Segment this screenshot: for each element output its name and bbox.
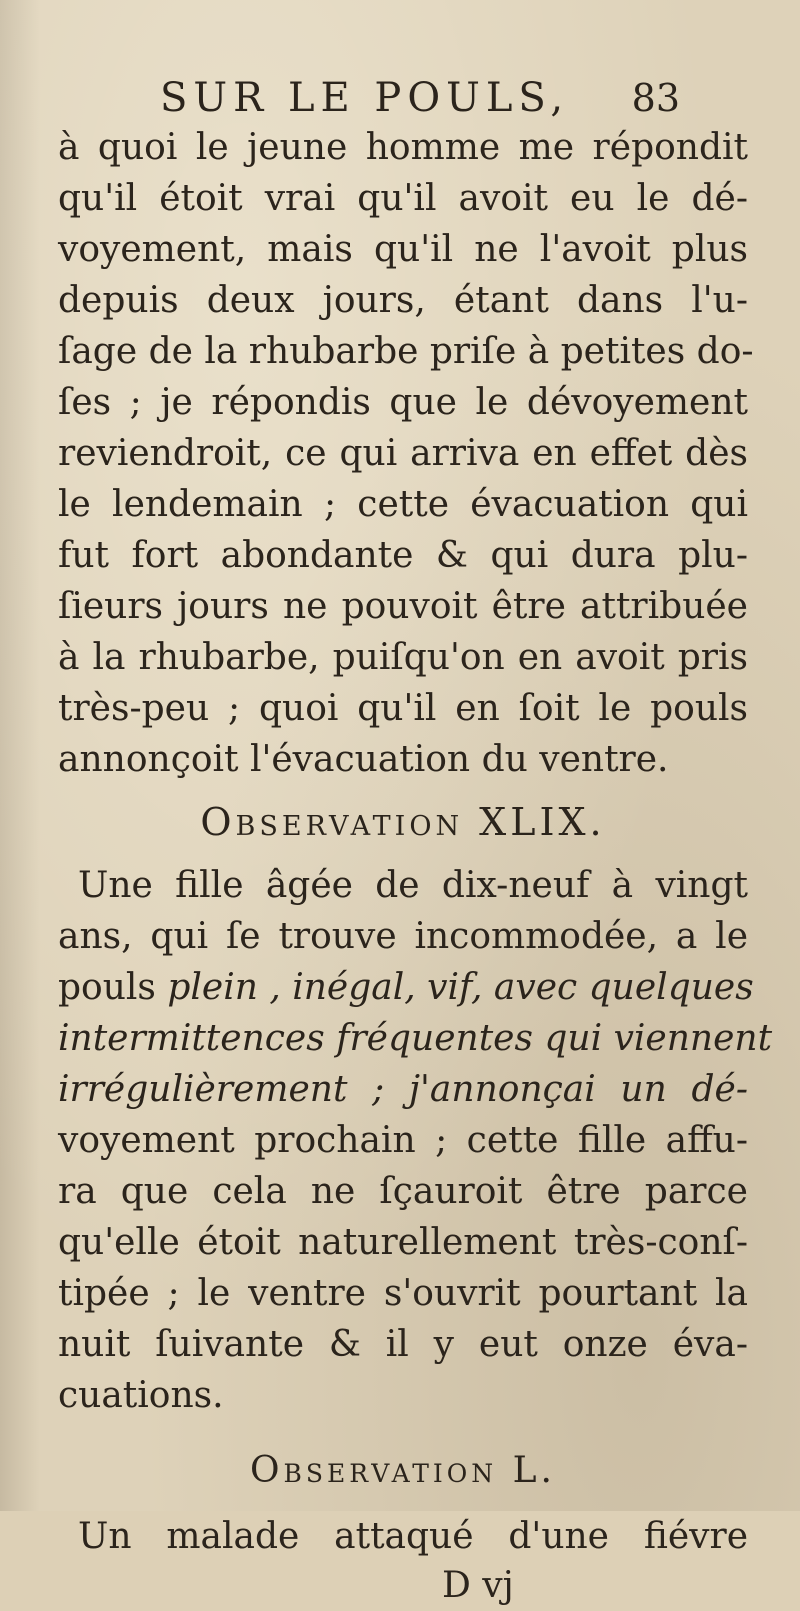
text-line-mixed: [58, 1064, 748, 1115]
text-line: ſes ; je répondis que le dévoyement: [58, 382, 748, 423]
text-line: ſieurs jours ne pouvoit être attribuée: [58, 586, 748, 627]
text-line: reviendroit, ce qui arriva en effet dès: [58, 433, 748, 474]
section-heading-observation-xlix: Observation XLIX.: [200, 800, 606, 844]
text-segment: pouls: [58, 967, 168, 1008]
paragraph-observation-l: [58, 1511, 748, 1562]
text-line: Un malade attaqué d'une fiévre: [78, 1516, 748, 1557]
text-block: [58, 122, 773, 1562]
text-line: ſage de la rhubarbe priſe à petites do-: [58, 331, 754, 372]
paragraph-observation-xlix: [58, 860, 773, 1421]
text-line: voyement prochain ; cette fille affu-: [58, 1120, 748, 1161]
text-line: tipée ; le ventre s'ouvrit pourtant la: [58, 1273, 748, 1314]
text-line: ans, qui ſe trouve incommodée, a le: [58, 916, 748, 957]
signature-mark: D vj: [442, 1565, 514, 1606]
text-line: cuations.: [58, 1375, 224, 1416]
running-title: SUR LE POULS,: [160, 75, 570, 121]
section-heading-observation-l: Observation L.: [250, 1450, 556, 1491]
text-line: ra que cela ne ſçauroit être parce: [58, 1171, 748, 1212]
text-line: très-peu ; quoi qu'il en ſoit le pouls: [58, 688, 748, 729]
italic-segment: irrégulièrement ; j'annonçai un dé-: [58, 1069, 748, 1110]
text-line: le lendemain ; cette évacuation qui: [58, 484, 748, 525]
text-line: à quoi le jeune homme me répondit: [58, 127, 748, 168]
text-line: à la rhubarbe, puiſqu'on en avoit pris: [58, 637, 748, 678]
text-line: annonçoit l'évacuation du ventre.: [58, 739, 669, 780]
text-line: depuis deux jours, étant dans l'u-: [58, 280, 748, 321]
italic-line: intermittences fréquentes qui viennent: [58, 1018, 773, 1059]
text-line: nuit ſuivante & il y eut onze éva-: [58, 1324, 748, 1365]
text-line-italic: [58, 1013, 773, 1064]
page-number: 83: [631, 76, 680, 120]
text-line: Une fille âgée de dix-neuf à vingt: [78, 865, 748, 906]
text-line: qu'elle étoit naturellement très-conſ-: [58, 1222, 748, 1263]
italic-segment: plein , inégal, vif, avec quelques: [167, 967, 754, 1008]
text-line-mixed: [58, 962, 754, 1013]
text-line: voyement, mais qu'il ne l'avoit plus: [58, 229, 748, 270]
text-line: qu'il étoit vrai qu'il avoit eu le dé-: [58, 178, 748, 219]
paragraph-continued: [58, 122, 754, 785]
text-line: fut fort abondante & qui dura plu-: [58, 535, 748, 576]
